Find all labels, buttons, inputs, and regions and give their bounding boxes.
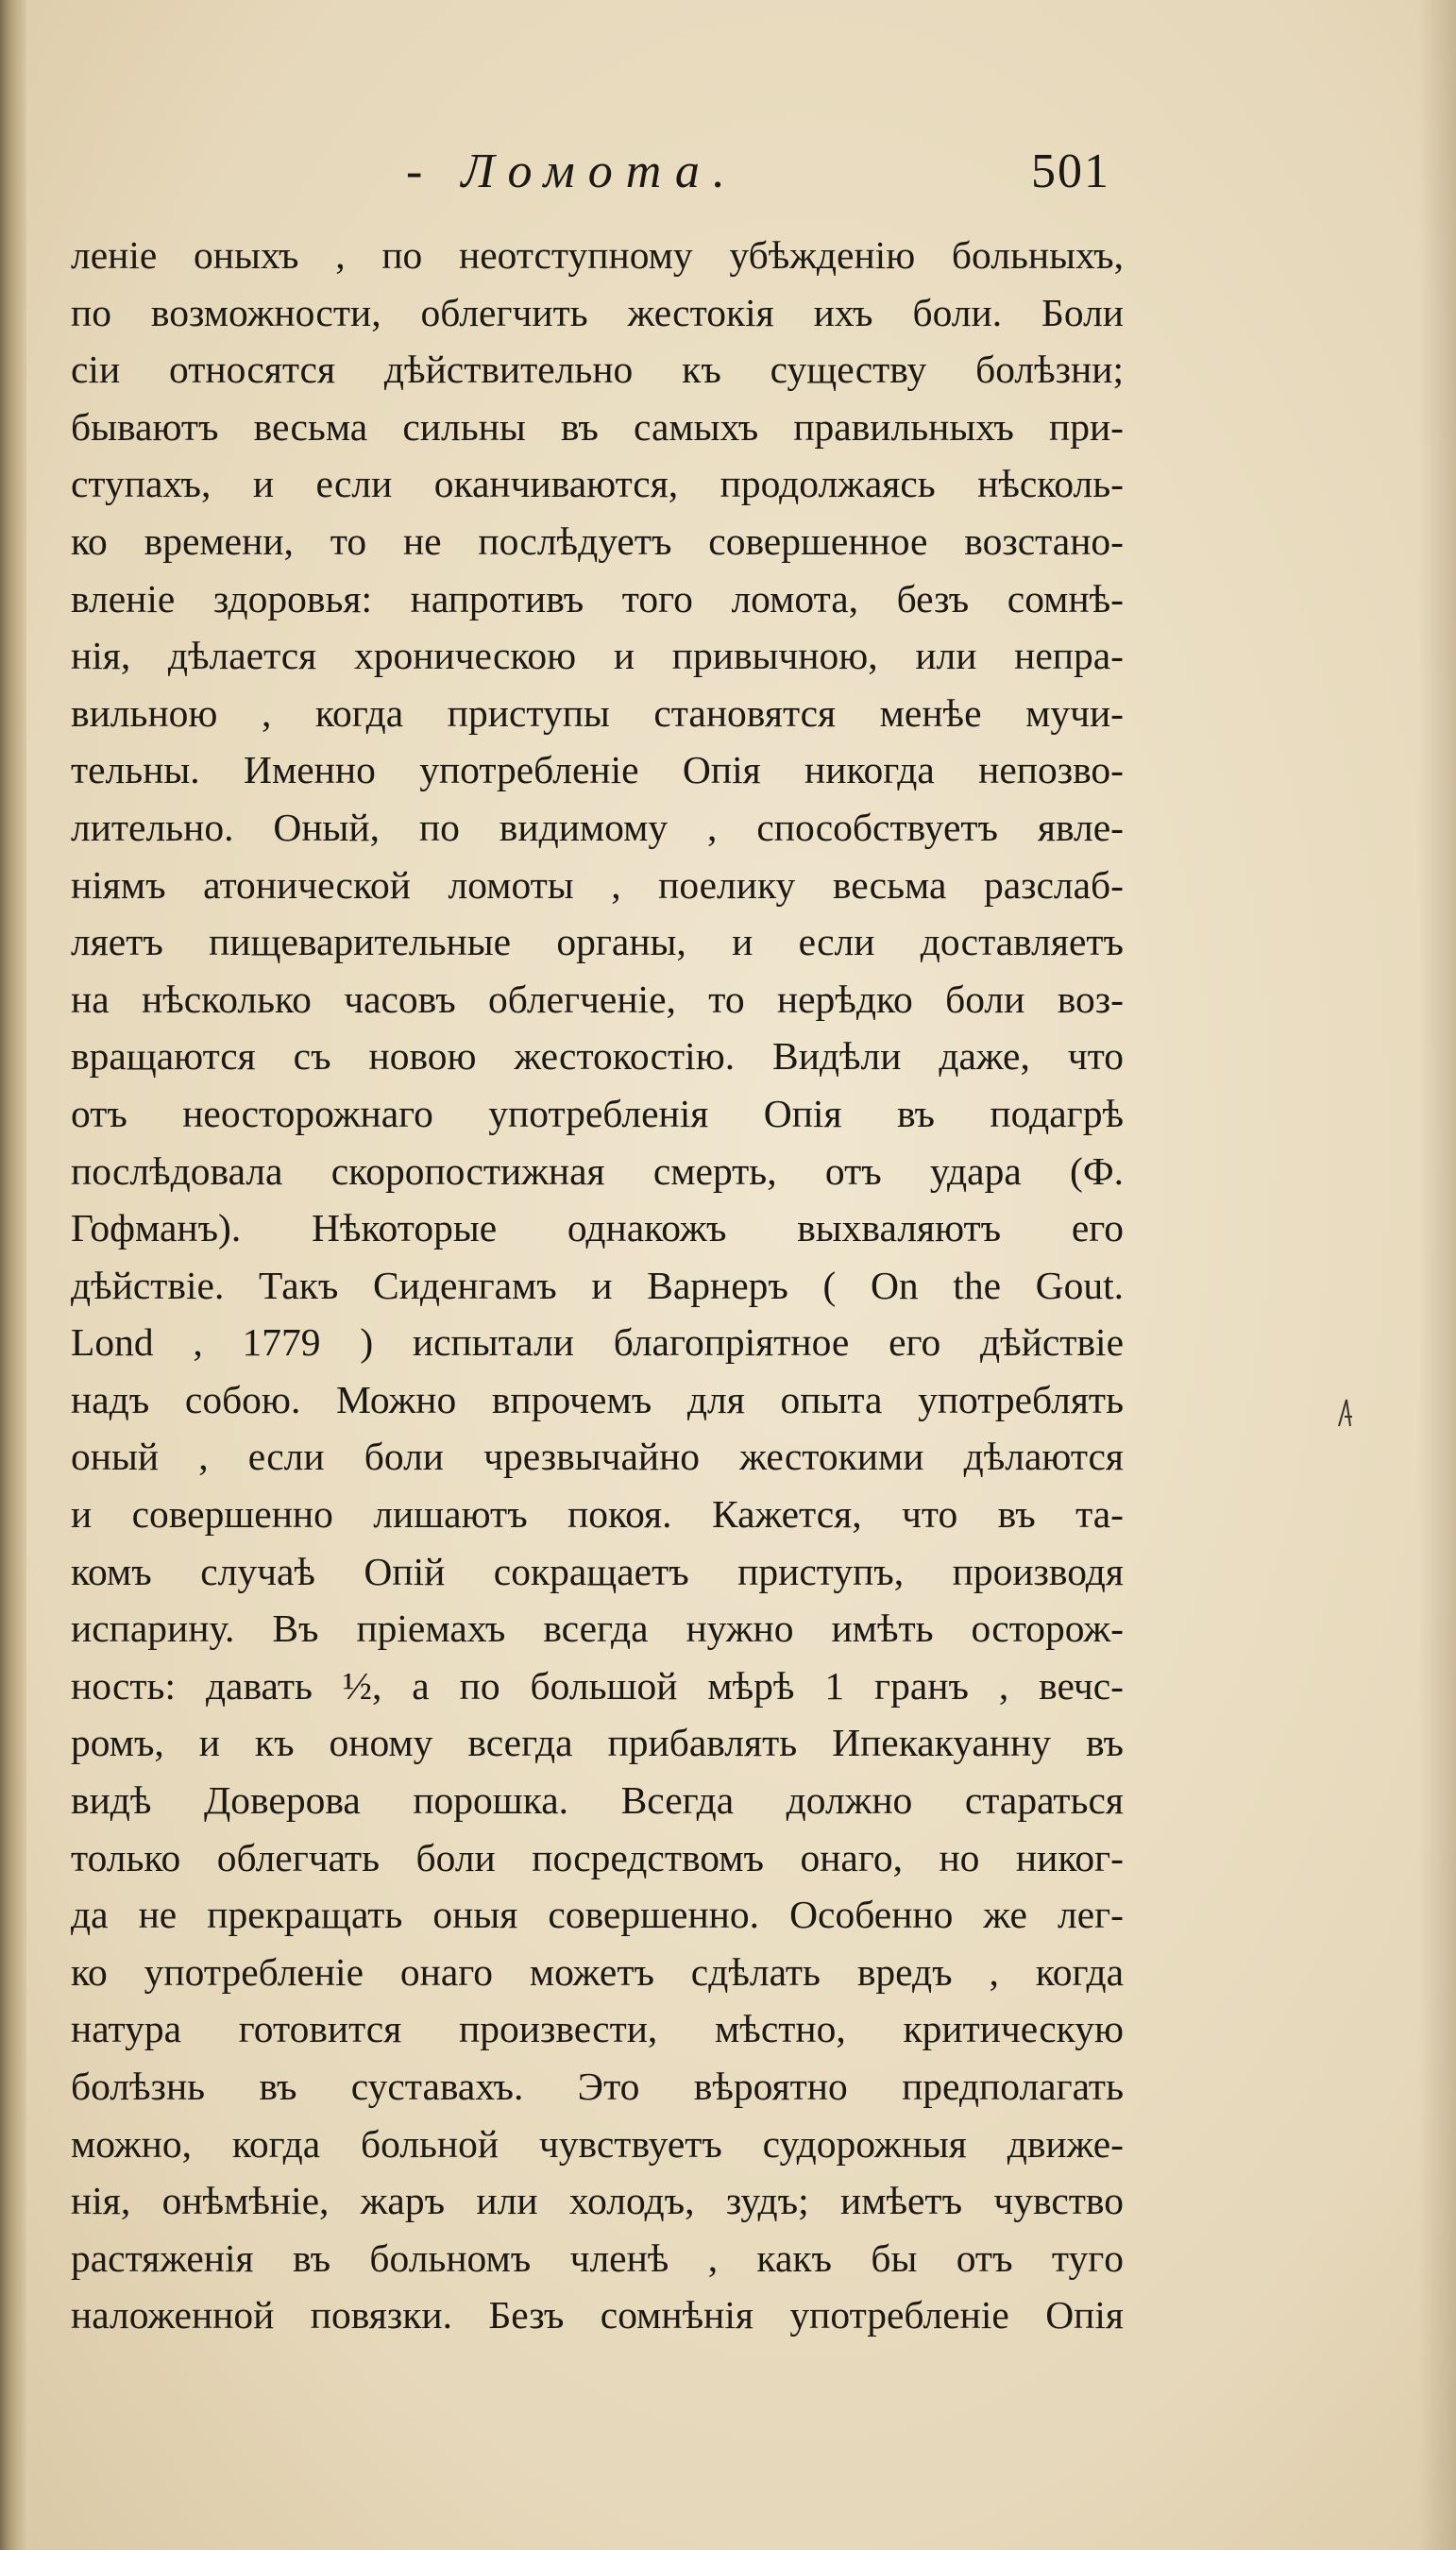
- text-line: растяженія въ больномъ членѣ , какъ бы отъ тугo: [71, 2236, 1124, 2280]
- text-line: ромъ, и къ оному всегда прибавлять Ипекакуанну въ: [71, 1721, 1124, 1765]
- text-line: тельны. Именно употребленіе Опія никогда непозво-: [71, 748, 1124, 792]
- text-line: на нѣсколько часовъ облегченіе, то нерѣдко боли воз-: [71, 977, 1124, 1021]
- text-line: наложенной повязки. Безъ сомнѣнія употребленіе Опія: [71, 2293, 1124, 2338]
- text-line: можно, когда больной чувствуетъ судорожныя движе-: [71, 2121, 1124, 2166]
- text-line: сіи относятся дѣйствительно къ существу болѣзни;: [71, 348, 1124, 392]
- text-line: ступахъ, и если оканчиваются, продолжаясь нѣсколь-: [71, 462, 1124, 506]
- text-line: видѣ Доверова порошка. Всегда должно стараться: [71, 1778, 1124, 1823]
- text-line: по возможности, облегчить жестокія ихъ боли. Боли: [71, 290, 1124, 334]
- text-line: нія, дѣлается хроническою и привычною, или непра-: [71, 634, 1124, 678]
- text-line: нія, онѣмѣніе, жаръ или холодъ, зудъ; имѣетъ чувство: [71, 2179, 1124, 2223]
- text-line: послѣдовала скоропостижная смерть, отъ удара (Ф.: [71, 1148, 1124, 1193]
- text-line: дѣйствіе. Такъ Сиденгамъ и Варнеръ ( On the Gout.: [71, 1263, 1124, 1307]
- text-line: надъ собою. Можно впрочемъ для опыта употреблять: [71, 1377, 1124, 1421]
- text-line: да не прекращать оныя совершенно. Особенно же лег-: [71, 1893, 1124, 1937]
- text-line: вращаются съ новою жестокостію. Видѣли даже, что: [71, 1034, 1124, 1079]
- page-edge: [1418, 0, 1456, 2550]
- text-line: ляетъ пищеварительные органы, и если доставляетъ: [71, 920, 1124, 964]
- text-line: отъ неосторожнаго употребленія Опія въ подагрѣ: [71, 1091, 1124, 1135]
- margin-mark: [1331, 1388, 1360, 1464]
- text-line: леніе оныхъ , по неотступному убѣжденію больныхъ,: [71, 233, 1124, 277]
- text-line: испарину. Въ пріемахъ всегда нужно имѣть осторож-: [71, 1606, 1124, 1651]
- text-line: Гофманъ). Нѣкоторые однакожъ выхваляютъ его: [71, 1206, 1124, 1250]
- text-line: вильною , когда приступы становятся менѣе мучи-: [71, 690, 1124, 735]
- text-line: комъ случаѣ Опій сокращаетъ приступъ, производя: [71, 1549, 1124, 1593]
- text-line: натура готовится произвести, мѣстно, критическую: [71, 2007, 1124, 2051]
- page-gutter: [0, 0, 26, 2550]
- text-line: только облегчать боли посредствомъ онаго, но никог-: [71, 1835, 1124, 1879]
- text-line: ніямъ атонической ломоты , поелику весьма разслаб-: [71, 862, 1124, 907]
- text-line: ко употребленіе онаго можетъ сдѣлать вредъ , когда: [71, 1949, 1124, 1994]
- text-line: ность: давать ½, а по большой мѣрѣ 1 гранъ , вечс-: [71, 1663, 1124, 1708]
- page-number: 501: [1031, 144, 1110, 198]
- text-line: и совершенно лишаютъ покоя. Кажется, что въ та-: [71, 1492, 1124, 1537]
- text-line: бываютъ весьма сильны въ самыхъ правильныхъ при-: [71, 404, 1124, 449]
- running-head: [0, 144, 1456, 210]
- text-line: Lond , 1779 ) испытали благопріятное его дѣйствіе: [71, 1320, 1124, 1365]
- text-line: болѣзнь въ суставахъ. Это вѣроятно предполагать: [71, 2065, 1124, 2108]
- body-text: [71, 227, 1124, 2344]
- text-line: вленіе здоровья: напротивъ того ломота, безъ сомнѣ-: [71, 576, 1124, 620]
- text-line: ко времени, то не послѣдуетъ совершенное возстано-: [71, 518, 1124, 563]
- running-title: - Ломота.: [406, 144, 738, 198]
- text-line: лительно. Оный, по видимому , способствуетъ явле-: [71, 805, 1124, 849]
- text-line: оный , если боли чрезвычайно жестокими дѣлаются: [71, 1435, 1124, 1479]
